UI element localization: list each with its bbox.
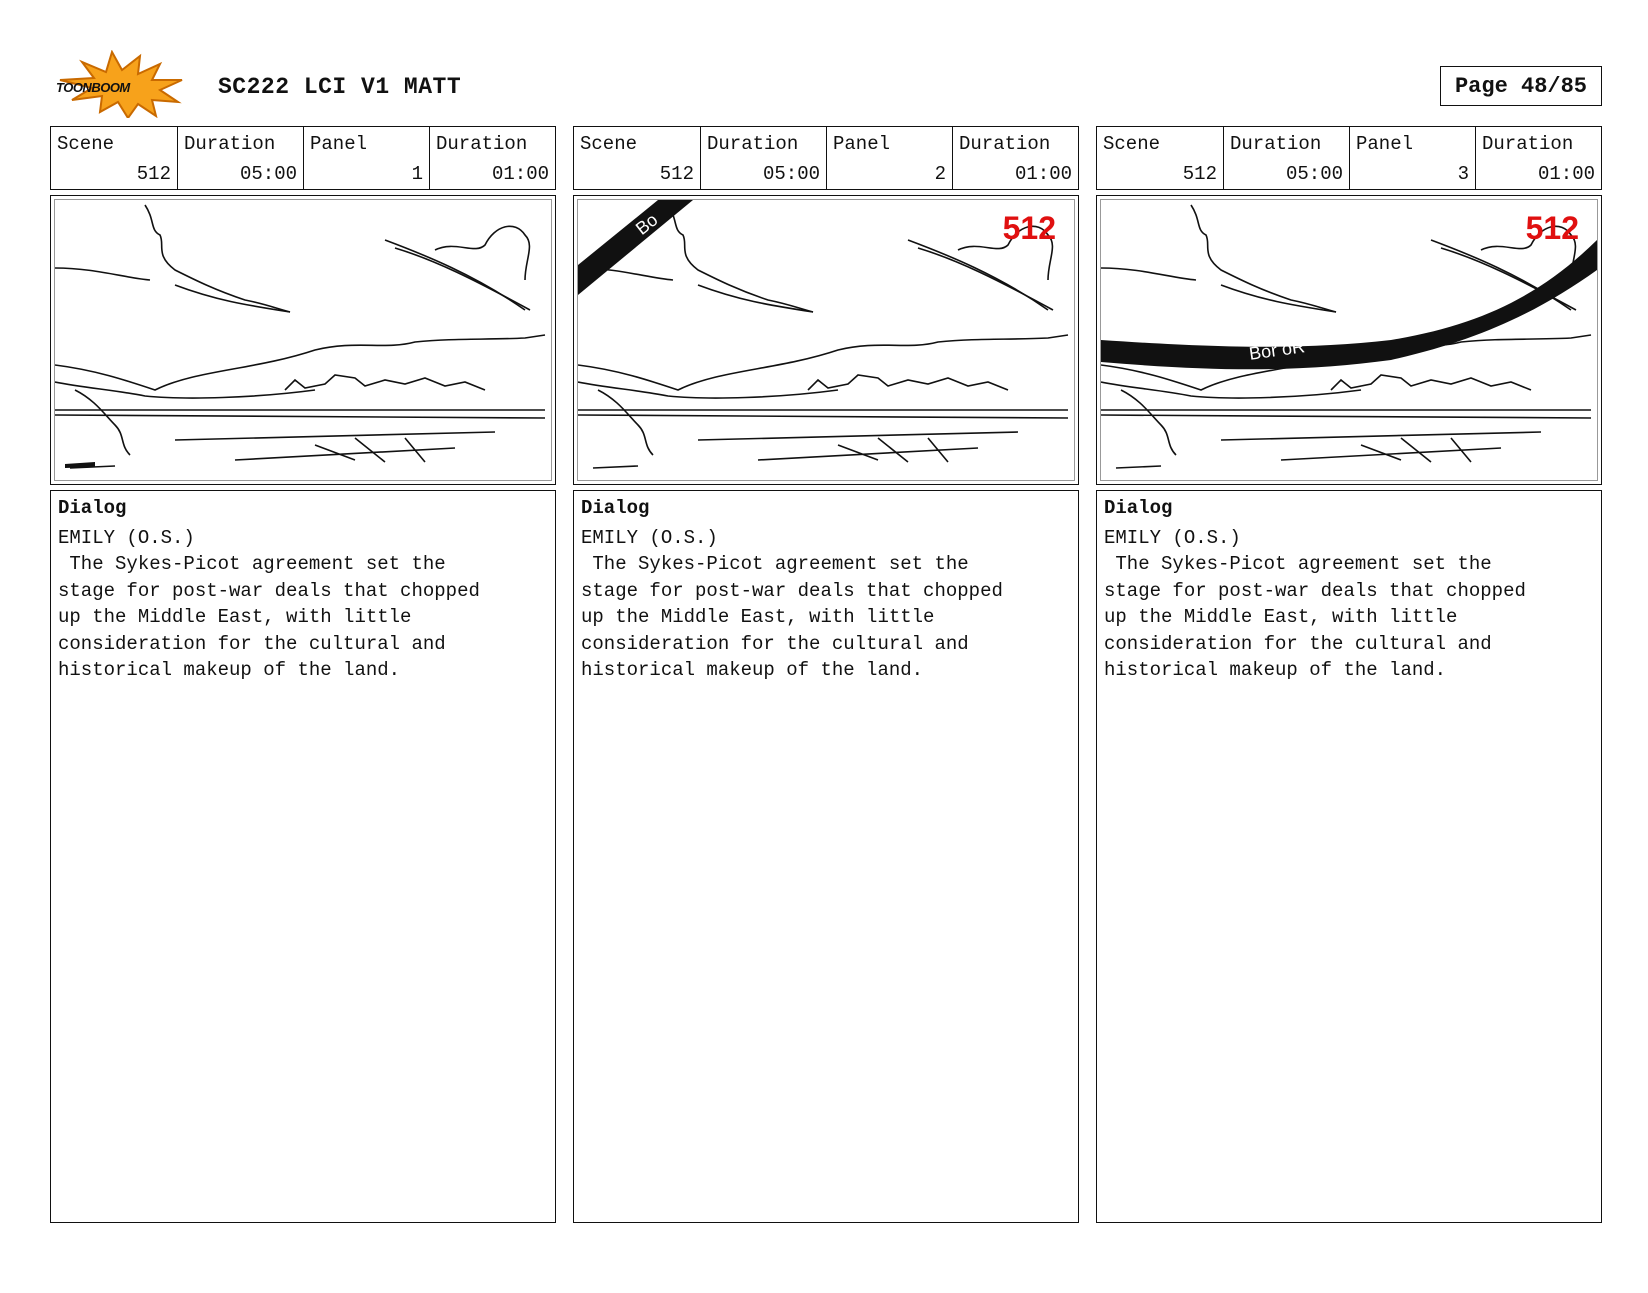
storyboard-panel-2 — [573, 126, 1079, 1223]
panel-duration-cell — [1475, 127, 1601, 189]
banner-text: Bo — [631, 209, 662, 239]
document-title: SC222 LCI V1 MATT — [218, 74, 462, 100]
duration-label: Duration — [1230, 133, 1322, 155]
dialog-heading: Dialog — [1104, 497, 1173, 519]
scene-value: 512 — [1182, 163, 1217, 185]
panel-image-frame — [50, 195, 556, 485]
scene-number-mark: 512 — [1002, 210, 1056, 246]
scene-cell — [574, 127, 700, 189]
panel-value: 2 — [934, 163, 946, 185]
panel-value: 3 — [1457, 163, 1469, 185]
scene-duration-cell — [177, 127, 303, 189]
scene-label: Scene — [1103, 133, 1161, 155]
banner-text: Bor oR — [1247, 336, 1307, 364]
scene-label: Scene — [580, 133, 638, 155]
dialog-box — [573, 490, 1079, 1223]
dialog-text: The Sykes-Picot agreement set the stage for post-war deals that chopped up the Middle East, with little consideration for the cultural and historical makeup of the land. — [58, 553, 480, 681]
dialog-speaker: EMILY (O.S.) — [581, 527, 718, 549]
duration-label: Duration — [707, 133, 799, 155]
panel-duration-cell — [429, 127, 555, 189]
sketch-image — [1100, 199, 1598, 481]
panel-cell — [826, 127, 952, 189]
panel-duration-value: 01:00 — [491, 163, 549, 185]
duration-label: Duration — [436, 133, 528, 155]
panel-info-row — [573, 126, 1079, 190]
panel-duration-value: 01:00 — [1537, 163, 1595, 185]
panel-info-row — [1096, 126, 1602, 190]
scene-value: 512 — [659, 163, 694, 185]
dialog-box — [1096, 490, 1602, 1223]
scene-cell — [1097, 127, 1223, 189]
storyboard-panel-3 — [1096, 126, 1602, 1223]
duration-label: Duration — [959, 133, 1051, 155]
page-header — [0, 0, 1648, 125]
panel-duration-value: 01:00 — [1014, 163, 1072, 185]
panel-image-frame — [573, 195, 1079, 485]
sketch-image — [577, 199, 1075, 481]
scene-cell — [51, 127, 177, 189]
toonboom-logo — [52, 50, 200, 118]
duration-label: Duration — [184, 133, 276, 155]
panel-image-frame — [1096, 195, 1602, 485]
duration-label: Duration — [1482, 133, 1574, 155]
panel-label: Panel — [833, 133, 891, 155]
panel-info-row — [50, 126, 556, 190]
panel-cell — [303, 127, 429, 189]
dialog-box — [50, 490, 556, 1223]
panel-cell — [1349, 127, 1475, 189]
scene-duration-value: 05:00 — [1285, 163, 1343, 185]
panel-label: Panel — [310, 133, 368, 155]
panel-value: 1 — [411, 163, 423, 185]
dialog-heading: Dialog — [58, 497, 127, 519]
scene-duration-value: 05:00 — [762, 163, 820, 185]
scene-duration-cell — [1223, 127, 1349, 189]
panel-duration-cell — [952, 127, 1078, 189]
scene-number-mark: 512 — [1525, 210, 1579, 246]
scene-duration-cell — [700, 127, 826, 189]
storyboard-panel-1 — [50, 126, 556, 1223]
dialog-text: The Sykes-Picot agreement set the stage for post-war deals that chopped up the Middle East, with little consideration for the cultural and historical makeup of the land. — [581, 553, 1003, 681]
dialog-speaker: EMILY (O.S.) — [58, 527, 195, 549]
dialog-heading: Dialog — [581, 497, 650, 519]
scene-duration-value: 05:00 — [239, 163, 297, 185]
scene-label: Scene — [57, 133, 115, 155]
dialog-text: The Sykes-Picot agreement set the stage for post-war deals that chopped up the Middle East, with little consideration for the cultural and historical makeup of the land. — [1104, 553, 1526, 681]
scene-value: 512 — [136, 163, 171, 185]
logo-text: TOONBOOM — [56, 80, 130, 95]
dialog-speaker: EMILY (O.S.) — [1104, 527, 1241, 549]
panel-label: Panel — [1356, 133, 1414, 155]
page-indicator: Page 48/85 — [1440, 66, 1602, 106]
sketch-image — [54, 199, 552, 481]
